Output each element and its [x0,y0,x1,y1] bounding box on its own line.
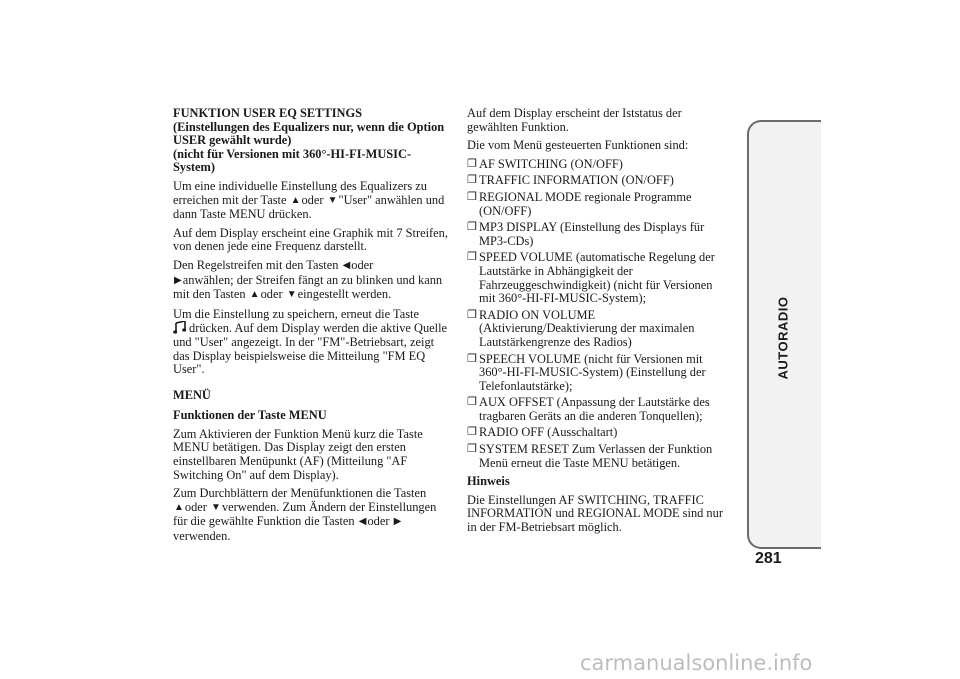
arrow-up-icon: ▲ [290,194,301,206]
paragraph-graphic: Auf dem Display erscheint eine Graphik mit 7 Streifen, von denen jede eine Frequenz darstellt. [173,225,448,254]
title-line: (Einstellungen des Equalizers nur, wenn die Option USER gewählt wurde) [173,119,445,148]
arrow-right-icon: ▶ [393,516,402,528]
list-item: ❐ SYSTEM RESET Zum Verlassen der Funktion Menü erneut die Taste MENU betätigen. [467,442,713,470]
left-column [173,107,448,549]
arrow-up-icon: ▲ [249,289,260,301]
arrow-down-icon: ▼ [286,289,297,301]
note-text: Die Einstellungen AF SWITCHING, TRAFFIC INFORMATION und REGIONAL MODE sind nur in der FM-Betriebsart möglich. [467,492,723,535]
watermark: carmanualsonline.info [580,651,813,675]
title-line: FUNKTION USER EQ SETTINGS [173,106,363,120]
list-item: ❐ RADIO OFF (Ausschaltart) [467,425,618,440]
checkbox-icon: ❐ [467,396,477,409]
paragraph-user-eq: Um eine individuelle Einstellung des Equalizers zu erreichen mit der Taste ▲oder ▼"User" anwählen und dann Taste MENU drücken. [173,178,445,222]
note-heading: Hinweis [467,474,510,489]
checkbox-icon: ❐ [467,221,477,234]
paragraph-menu-activate: Zum Aktivieren der Funktion Menü kurz die Taste MENU betätigen. Das Display zeigt den ersten einstellbaren Menüpunkt (AF) (Mitteilung "AF Switching On" auf dem Display). [173,426,423,482]
page-number: 281 [755,550,782,567]
section-title [173,107,448,175]
paragraph-band-select: Den Regelstreifen mit den Tasten ◀oder ▶anwählen; der Streifen fängt an zu blinken und kann mit den Tasten ▲oder ▼eingestellt werden. [173,257,443,302]
paragraph-menu-browse: Zum Durchblättern der Menüfunktionen die Tasten ▲oder ▼verwenden. Zum Ändern der Einstellungen für die gewählte Funktion die Tasten ◀oder ▶verwenden. [173,486,437,544]
list-item: ❐ MP3 DISPLAY (Einstellung des Displays für MP3-CDs) [467,220,705,248]
checkbox-icon: ❐ [467,251,477,264]
list-item: ❐ AF SWITCHING (ON/OFF) [467,156,623,171]
menu-heading: MENÜ [173,387,211,402]
checkbox-icon: ❐ [467,174,477,187]
menu-subheading: Funktionen der Taste MENU [173,408,327,423]
paragraph-functions-intro: Die vom Menü gesteuerten Funktionen sind: [467,138,689,153]
checkbox-icon: ❐ [467,157,477,170]
checkbox-icon: ❐ [467,352,477,365]
list-item: ❐ SPEECH VOLUME (nicht für Versionen mit 360°-HI-FI-MUSIC-System) (Einstellung der Telefonlautstärke); [467,351,706,393]
arrow-down-icon: ▼ [327,194,338,206]
list-item: ❐ AUX OFFSET (Anpassung der Lautstärke des tragbaren Geräts an die anderen Tonquellen); [467,395,710,423]
arrow-left-icon: ◀ [342,259,351,271]
checkbox-icon: ❐ [467,190,477,203]
title-line: (nicht für Versionen mit 360°-HI-FI-MUSIC-System) [173,146,412,175]
paragraph-status: Auf dem Display erscheint der Iststatus der gewählten Funktion. [467,106,682,134]
checkbox-icon: ❐ [467,443,477,456]
list-item: ❐ REGIONAL MODE regionale Programme (ON/OFF) [467,189,692,218]
checkbox-icon: ❐ [467,426,477,439]
chapter-tab-label: AUTORADIO [775,296,791,380]
list-item: ❐ SPEED VOLUME (automatische Regelung der Lautstärke in Abhängigkeit der Fahrzeuggeschwindigkeit) (nicht für Versionen mit 360°-HI-FI-MUSIC-System); [467,250,715,306]
arrow-left-icon: ◀ [358,516,367,528]
list-item: ❐ RADIO ON VOLUME (Aktivierung/Deaktivierung der maximalen Lautstärkengrenze des Radios) [467,307,695,349]
arrow-up-icon: ▲ [174,501,184,513]
arrow-down-icon: ▼ [211,501,221,513]
right-column [467,107,732,540]
music-note-icon [173,321,187,334]
arrow-right-icon: ▶ [174,274,182,286]
function-list [467,158,732,470]
list-item: ❐ TRAFFIC INFORMATION (ON/OFF) [467,173,674,188]
paragraph-save: Um die Einstellung zu speichern, erneut die Taste drücken. Auf dem Display werden die aktive Quelle und "User" angezeigt. In der "FM"-Betriebsart, zeigt das Display beispielsweise die Mitteilung "FM EQ User". [173,306,448,377]
checkbox-icon: ❐ [467,308,477,321]
